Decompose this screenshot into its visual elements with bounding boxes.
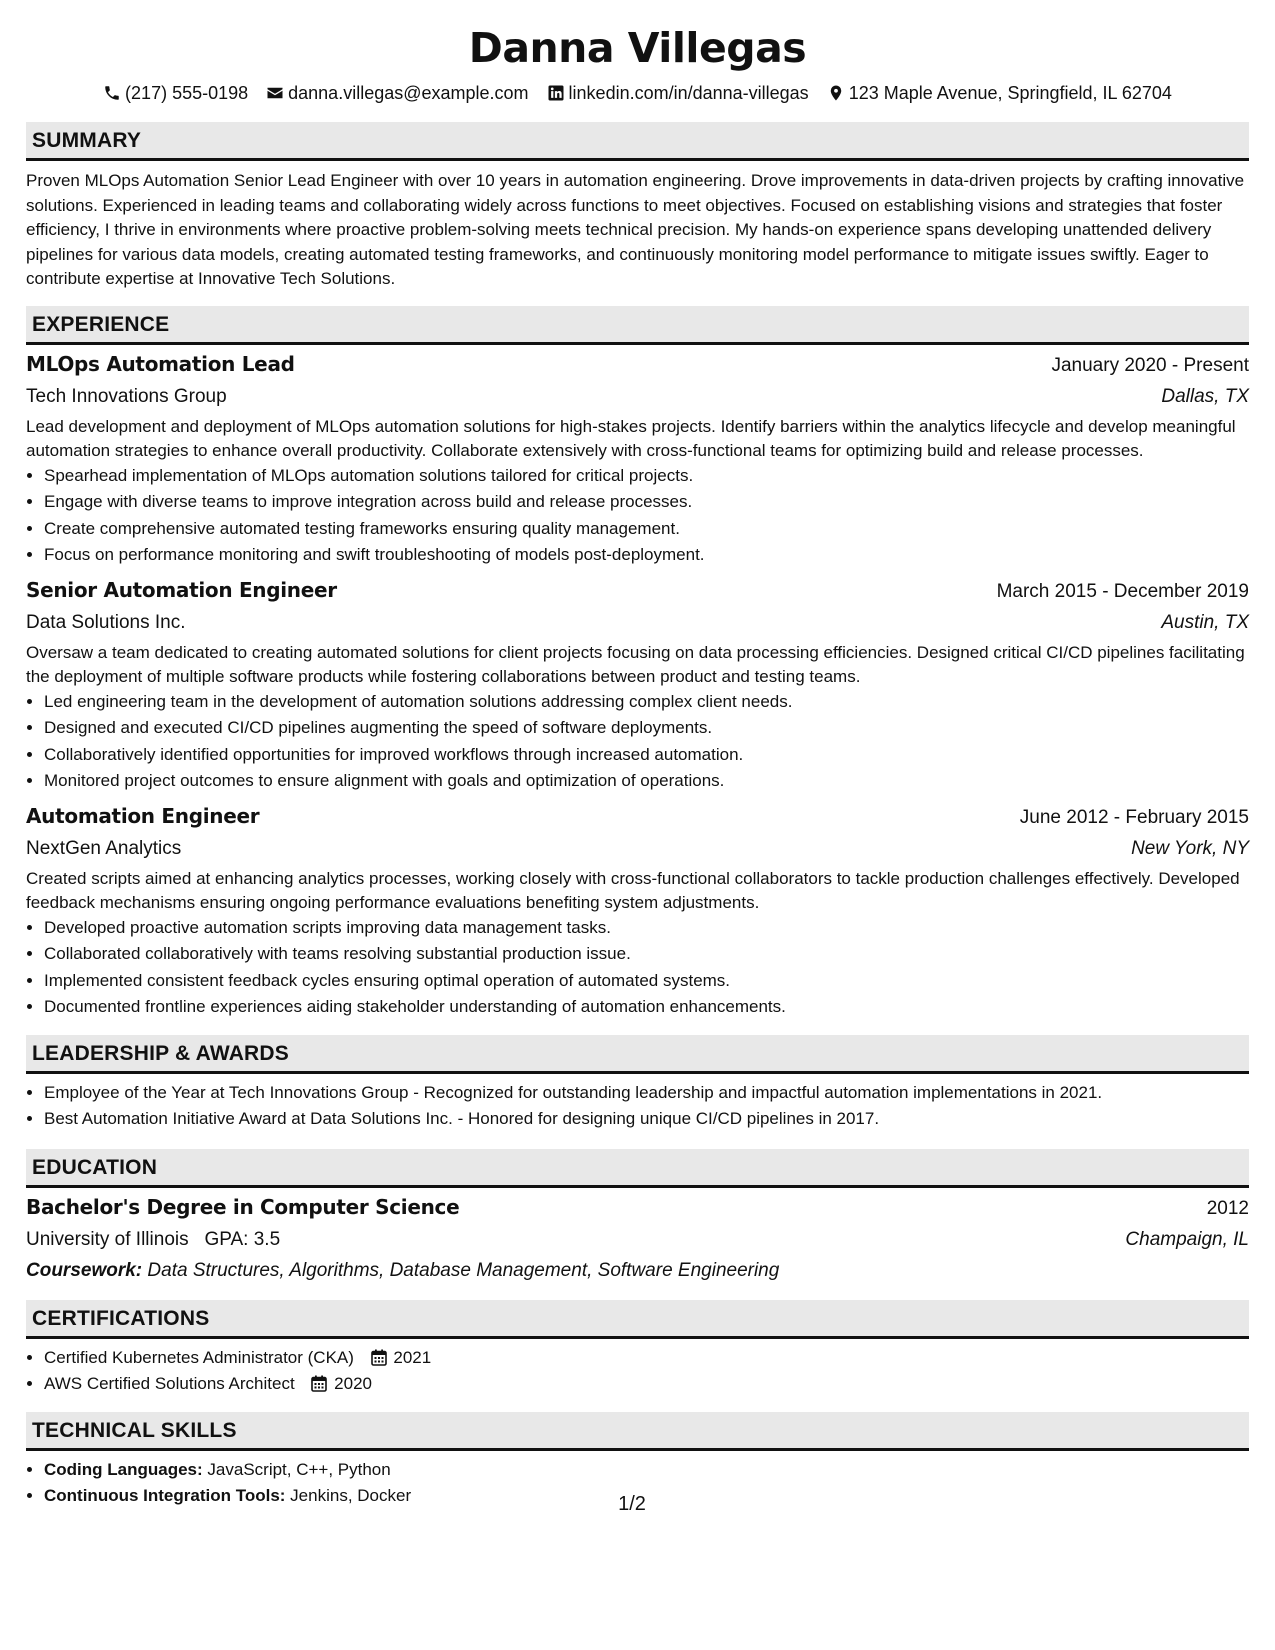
school-location: Champaign, IL <box>1125 1228 1249 1250</box>
job-entry <box>26 801 1249 1021</box>
graduation-year: 2012 <box>1206 1197 1249 1219</box>
gpa: GPA: 3.5 <box>204 1228 281 1250</box>
skill-value: Jenkins, Docker <box>290 1486 412 1505</box>
cert-name: Certified Kubernetes Administrator (CKA) <box>44 1347 354 1367</box>
job-bullets <box>26 463 1249 569</box>
linkedin-text: linkedin.com/in/danna-villegas <box>568 82 809 103</box>
job-dates: March 2015 - December 2019 <box>996 580 1249 602</box>
school-line <box>26 1224 280 1255</box>
degree-title: Bachelor's Degree in Computer Science <box>26 1194 460 1219</box>
experience-heading: EXPERIENCE <box>26 306 1249 345</box>
calendar-icon <box>311 1375 327 1392</box>
job-description: Created scripts aimed at enhancing analytics processes, working closely with cross-functional collaborators to tackle production challenges effectively. Developed feedback mechanisms ensuring ongoing performance evaluations benefiting system adjustments. <box>26 868 1240 912</box>
contact-linkedin[interactable] <box>547 83 809 104</box>
school-name: University of Illinois <box>26 1228 189 1250</box>
list-item: • Collaborated collaboratively with teams resolving substantial production issue. <box>44 941 1249 968</box>
address-text: 123 Maple Avenue, Springfield, IL 62704 <box>848 82 1172 103</box>
skills-heading: TECHNICAL SKILLS <box>26 1412 1249 1451</box>
job-description: Oversaw a team dedicated to creating automated solutions for client projects focusing on data processing efficiencies. Designed critical CI/CD pipelines facilitating the deployment of multiple software products while fostering collaborations between product and testing teams. <box>26 642 1245 686</box>
list-item: • Monitored project outcomes to ensure alignment with goals and optimization of operations. <box>44 768 1249 795</box>
coursework-list: Data Structures, Algorithms, Database Management, Software Engineering <box>147 1259 780 1281</box>
job-title: Senior Automation Engineer <box>26 577 337 602</box>
summary-heading: SUMMARY <box>26 122 1249 161</box>
list-item: • Create comprehensive automated testing frameworks ensuring quality management. <box>44 516 1249 543</box>
job-dates: January 2020 - Present <box>1051 354 1249 376</box>
coursework-label: Coursework: <box>26 1259 143 1281</box>
job-entry <box>26 349 1249 569</box>
map-pin-icon <box>827 84 845 102</box>
resume-page <box>26 0 1249 1515</box>
calendar-icon <box>371 1349 387 1366</box>
contact-phone[interactable] <box>103 83 248 104</box>
email-text: danna.villegas@example.com <box>288 82 529 103</box>
list-item: • Led engineering team in the development of automation solutions addressing complex client needs. <box>44 689 1249 716</box>
contact-bar <box>26 78 1249 108</box>
cert-year: 2020 <box>334 1374 372 1393</box>
linkedin-icon <box>547 84 565 102</box>
list-item: • Designed and executed CI/CD pipelines augmenting the speed of software deployments. <box>44 715 1249 742</box>
job-entry <box>26 575 1249 795</box>
job-title: MLOps Automation Lead <box>26 351 295 376</box>
list-item: • Implemented consistent feedback cycles ensuring optimal operation of automated systems. <box>44 968 1249 995</box>
job-bullets <box>26 689 1249 795</box>
job-bullets <box>26 915 1249 1021</box>
list-item: • Focus on performance monitoring and swift troubleshooting of models post-deployment. <box>44 542 1249 569</box>
skill-value: JavaScript, C++, Python <box>207 1459 391 1479</box>
list-item: • Engage with diverse teams to improve integration across build and release processes. <box>44 489 1249 516</box>
phone-text: (217) 555-0198 <box>125 82 249 103</box>
job-company: Data Solutions Inc. <box>26 611 186 633</box>
job-dates: June 2012 - February 2015 <box>1019 806 1249 828</box>
certifications-heading: CERTIFICATIONS <box>26 1300 1249 1339</box>
envelope-icon <box>266 84 284 102</box>
list-item <box>44 1371 1249 1398</box>
list-item: • Collaboratively identified opportunities for improved workflows through increased automation. <box>44 742 1249 769</box>
job-title: Automation Engineer <box>26 803 260 828</box>
awards-list <box>26 1080 1249 1133</box>
coursework-line <box>26 1255 1249 1286</box>
list-item: • Documented frontline experiences aiding stakeholder understanding of automation enhancements. <box>44 994 1249 1021</box>
candidate-name: Danna Villegas <box>468 24 807 72</box>
skill-label: Coding Languages: <box>44 1459 203 1479</box>
summary-text: Proven MLOps Automation Senior Lead Engineer with over 10 years in automation engineering. Drove improvements in data-driven projects by crafting innovative solutions. Experienced in leading teams and collaborating widely across functions to meet objectives. Focused on establishing visions and strategies that foster efficiency, I thrive in environments where proactive problem-solving meets technical precision. My hands-on experience spans developing unattended delivery pipelines for various data models, creating automated testing frameworks, and continuously monitoring model performance to mitigate issues swiftly. Eager to contribute expertise at Innovative Tech Solutions. <box>26 171 1245 288</box>
certifications-list <box>26 1345 1249 1398</box>
list-item <box>44 1345 1249 1372</box>
job-company: NextGen Analytics <box>26 837 182 859</box>
job-company: Tech Innovations Group <box>26 385 227 407</box>
job-location: Dallas, TX <box>1161 385 1249 407</box>
job-description: Lead development and deployment of MLOps automation solutions for high-stakes projects. Identify barriers within the analytics lifecycle and develop meaningful automation strategies to enhance overall productivity. Collaborate extensively with cross-functional teams for optimizing build and release processes. <box>26 416 1236 460</box>
page-number: 1/2 <box>618 1493 646 1515</box>
skill-label: Continuous Integration Tools: <box>44 1486 286 1505</box>
list-item: • Developed proactive automation scripts improving data management tasks. <box>44 915 1249 942</box>
contact-email[interactable] <box>266 83 528 104</box>
list-item: • Best Automation Initiative Award at Data Solutions Inc. - Honored for designing unique CI/CD pipelines in 2017. <box>44 1106 1249 1133</box>
list-item: • Employee of the Year at Tech Innovations Group - Recognized for outstanding leadership and impactful automation implementations in 2021. <box>44 1080 1249 1107</box>
job-location: New York, NY <box>1131 837 1249 859</box>
phone-icon <box>103 84 121 102</box>
contact-address <box>827 83 1172 104</box>
education-entry <box>26 1192 1249 1286</box>
list-item <box>44 1457 1249 1484</box>
awards-heading: LEADERSHIP & AWARDS <box>26 1035 1249 1074</box>
cert-name: AWS Certified Solutions Architect <box>44 1374 295 1393</box>
education-heading: EDUCATION <box>26 1149 1249 1188</box>
cert-year: 2021 <box>393 1347 432 1367</box>
job-location: Austin, TX <box>1161 611 1249 633</box>
list-item: • Spearhead implementation of MLOps automation solutions tailored for critical projects. <box>44 463 1249 490</box>
